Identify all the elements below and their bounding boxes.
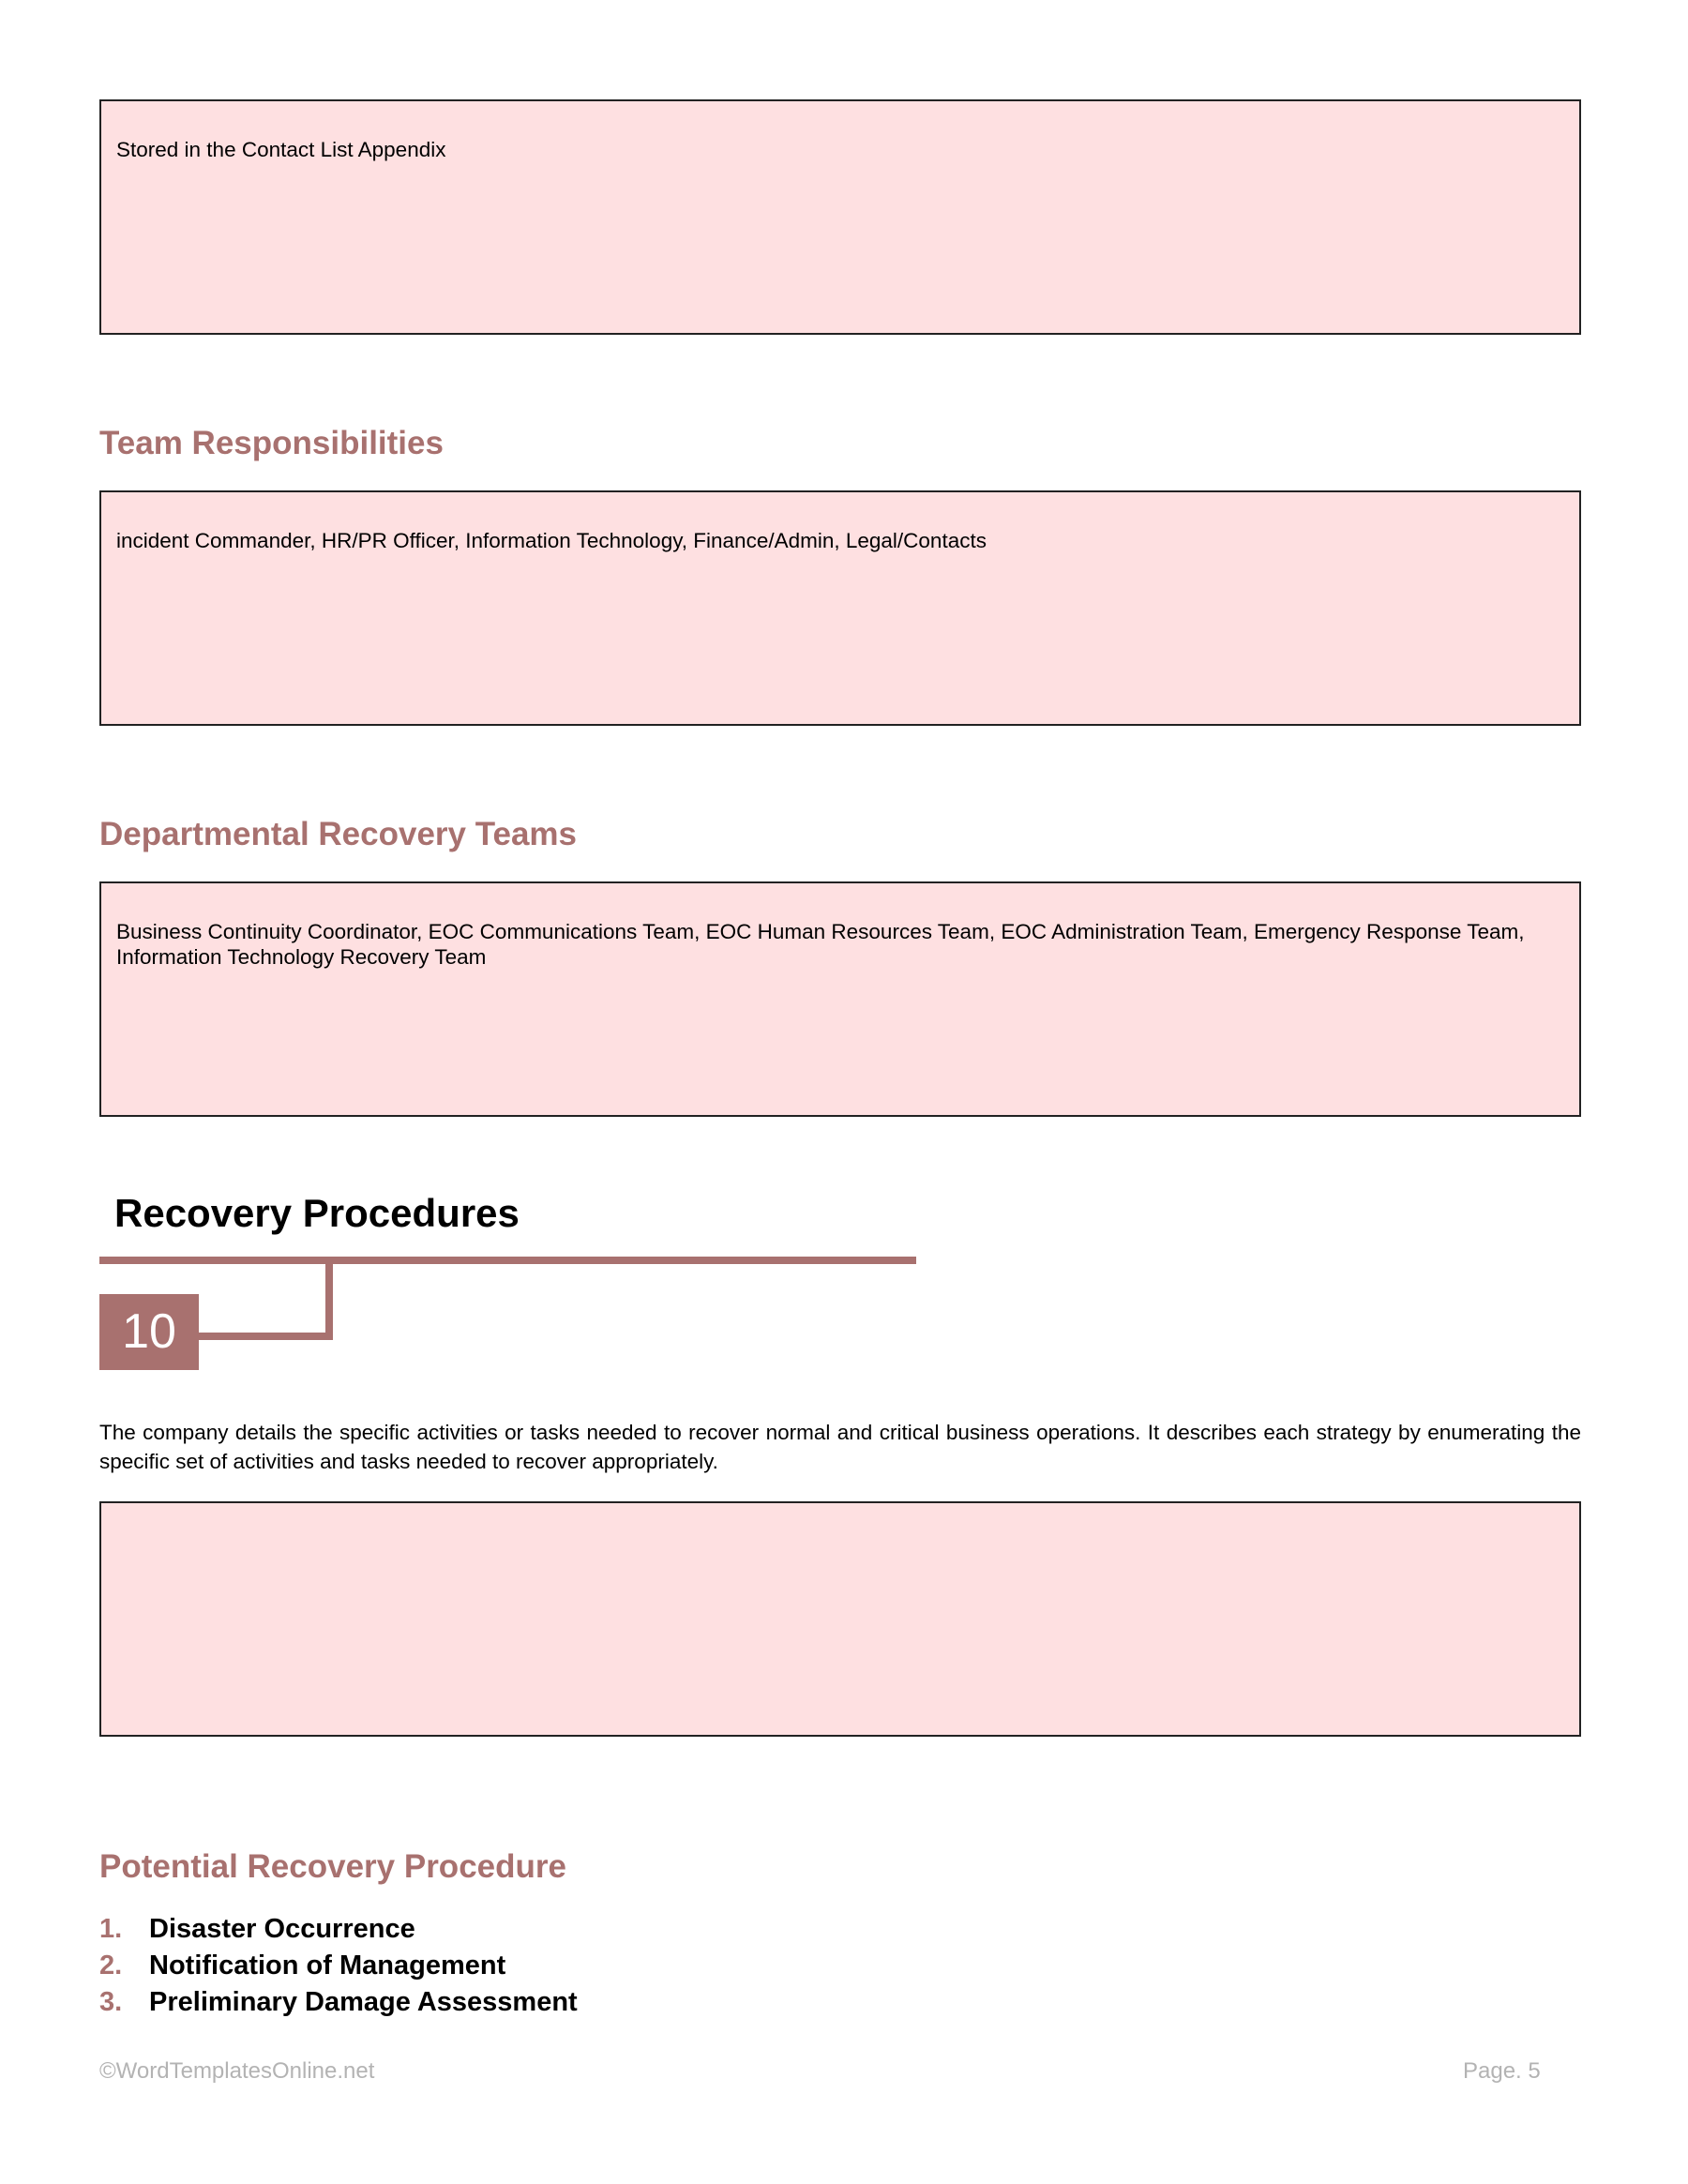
section-title-underline: [99, 1257, 916, 1264]
departmental-teams-box[interactable]: [99, 881, 1581, 1117]
departmental-teams-heading: Departmental Recovery Teams: [99, 816, 578, 852]
procedure-step: [99, 1948, 578, 1984]
procedure-steps-list: [99, 1911, 578, 2021]
procedure-step: [99, 1984, 578, 2021]
footer-page-number: Page. 5: [1463, 2058, 1541, 2084]
team-responsibilities-text: incident Commander, HR/PR Officer, Information Technology, Finance/Admin, Legal/Contacts: [116, 529, 987, 552]
departmental-teams-text: Business Continuity Coordinator, EOC Communications Team, EOC Human Resources Team, EOC Administration Team, Emergency Response Team, Information Technology Recovery Team: [116, 920, 1525, 969]
step-label: Notification of Management: [149, 1951, 506, 1981]
team-responsibilities-heading: Team Responsibilities: [99, 425, 444, 461]
section-number-badge: 10: [99, 1294, 199, 1370]
team-responsibilities-box[interactable]: [99, 490, 1581, 726]
step-number: 1.: [99, 1914, 123, 1944]
step-label: Disaster Occurrence: [149, 1914, 415, 1944]
step-label: Preliminary Damage Assessment: [149, 1987, 578, 2017]
section-title: Recovery Procedures: [114, 1191, 520, 1235]
section-description: The company details the specific activities or tasks needed to recover normal and critical business operations. It describes each strategy by enumerating the specific set of activities and tasks needed to recover appropriately.: [99, 1421, 1581, 1473]
procedure-step: [99, 1911, 578, 1948]
step-number: 3.: [99, 1987, 123, 2017]
section-connector-vertical: [325, 1257, 333, 1340]
footer-copyright: ©WordTemplatesOnline.net: [99, 2058, 375, 2084]
recovery-procedures-box[interactable]: [99, 1501, 1581, 1737]
contact-list-text: Stored in the Contact List Appendix: [116, 138, 446, 161]
contact-list-box[interactable]: [99, 99, 1581, 335]
potential-procedure-heading: Potential Recovery Procedure: [99, 1848, 566, 1885]
step-number: 2.: [99, 1951, 123, 1981]
section-connector-horizontal: [197, 1333, 333, 1340]
